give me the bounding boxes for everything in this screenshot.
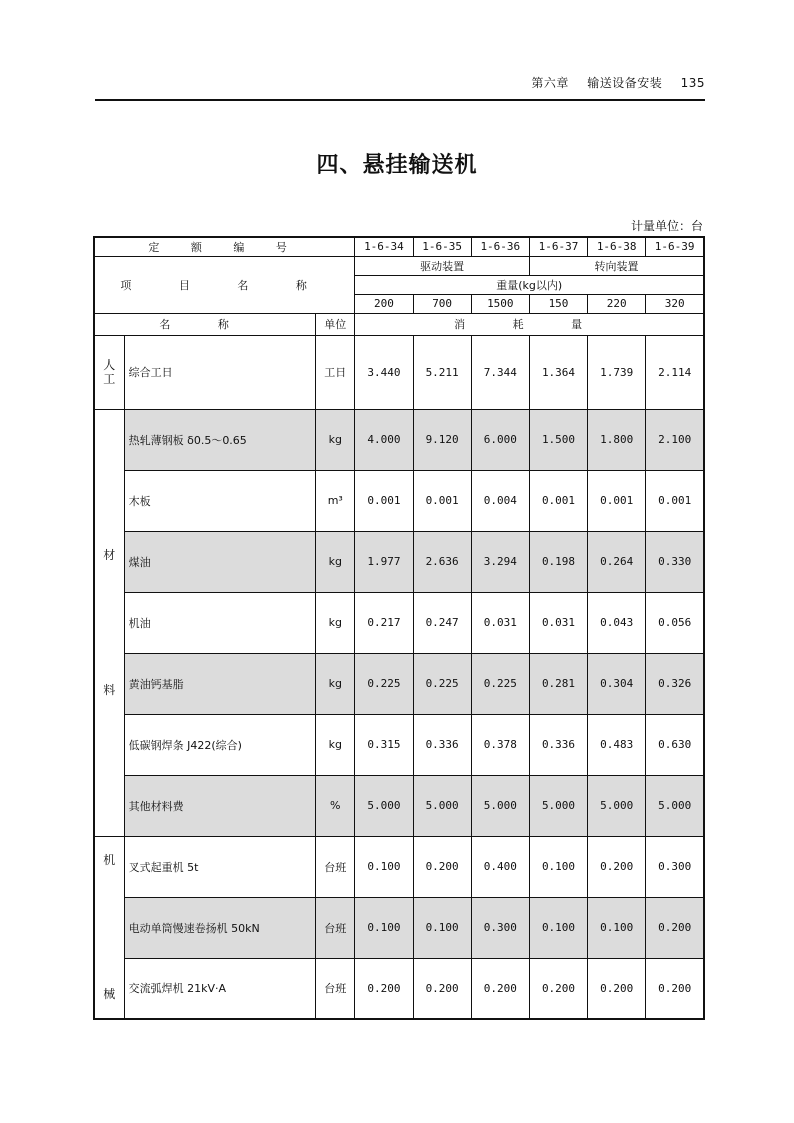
- value-cell: 2.114: [646, 335, 704, 409]
- value-cell: 0.198: [529, 531, 587, 592]
- value-cell: 0.001: [646, 470, 704, 531]
- code-cell: 1-6-37: [529, 237, 587, 256]
- value-cell: 0.225: [413, 653, 471, 714]
- table-row: [94, 714, 704, 775]
- code-row: [94, 237, 704, 256]
- value-cell: 0.225: [355, 653, 413, 714]
- value-cell: 0.315: [355, 714, 413, 775]
- weight-cell: 150: [529, 294, 587, 313]
- value-cell: 0.217: [355, 592, 413, 653]
- value-cell: 0.400: [471, 836, 529, 897]
- table-row: [94, 775, 704, 836]
- group-drive: 驱动装置: [355, 256, 530, 275]
- value-cell: 0.100: [413, 897, 471, 958]
- page-header: [95, 74, 705, 94]
- value-cell: 0.100: [588, 897, 646, 958]
- table-row: [94, 836, 704, 897]
- value-cell: 0.200: [471, 958, 529, 1019]
- value-cell: 1.500: [529, 409, 587, 470]
- value-cell: 0.004: [471, 470, 529, 531]
- code-label: 定 额 编 号: [94, 237, 355, 256]
- value-cell: 0.043: [588, 592, 646, 653]
- value-cell: 0.630: [646, 714, 704, 775]
- value-cell: 0.483: [588, 714, 646, 775]
- table-row: [94, 897, 704, 958]
- value-cell: 0.336: [413, 714, 471, 775]
- value-cell: 0.200: [646, 897, 704, 958]
- page-title: 四、悬挂输送机: [316, 153, 478, 178]
- code-cell: 1-6-36: [471, 237, 529, 256]
- code-cell: 1-6-38: [588, 237, 646, 256]
- header-rule: [95, 99, 705, 101]
- table-row: [94, 409, 704, 470]
- category-cell: [94, 836, 124, 1019]
- value-cell: 1.739: [588, 335, 646, 409]
- code-cell: 1-6-34: [355, 237, 413, 256]
- category-char: 材: [103, 548, 116, 563]
- chapter-label: 第六章: [531, 76, 569, 90]
- value-cell: 0.001: [588, 470, 646, 531]
- category-char: 料: [103, 682, 116, 697]
- value-cell: 0.100: [529, 836, 587, 897]
- value-cell: 5.000: [529, 775, 587, 836]
- value-cell: 7.344: [471, 335, 529, 409]
- weight-cell: 320: [646, 294, 704, 313]
- value-cell: 0.300: [471, 897, 529, 958]
- item-name: 电动单筒慢速卷扬机 50kN: [124, 897, 316, 958]
- table-row: [94, 335, 704, 409]
- value-cell: 0.200: [588, 958, 646, 1019]
- value-cell: 5.000: [471, 775, 529, 836]
- value-cell: 0.001: [413, 470, 471, 531]
- table-row: [94, 531, 704, 592]
- weight-cell: 1500: [471, 294, 529, 313]
- value-cell: 0.031: [529, 592, 587, 653]
- value-cell: 0.330: [646, 531, 704, 592]
- value-cell: 3.294: [471, 531, 529, 592]
- column-header-row: [94, 313, 704, 335]
- table-row: [94, 958, 704, 1019]
- category-cell: [94, 409, 124, 836]
- value-cell: 5.000: [413, 775, 471, 836]
- value-cell: 0.281: [529, 653, 587, 714]
- value-cell: 0.200: [529, 958, 587, 1019]
- value-cell: 6.000: [471, 409, 529, 470]
- item-name: 低碳钢焊条 J422(综合): [124, 714, 316, 775]
- code-cell: 1-6-35: [413, 237, 471, 256]
- value-cell: 0.200: [413, 836, 471, 897]
- value-cell: 4.000: [355, 409, 413, 470]
- value-cell: 1.977: [355, 531, 413, 592]
- section-label: 输送设备安装: [587, 76, 663, 90]
- value-cell: 0.100: [355, 836, 413, 897]
- item-name: 黄油钙基脂: [124, 653, 316, 714]
- quota-table: [93, 236, 705, 1020]
- value-cell: 0.200: [646, 958, 704, 1019]
- value-cell: 0.326: [646, 653, 704, 714]
- value-cell: 5.000: [355, 775, 413, 836]
- value-cell: 0.378: [471, 714, 529, 775]
- value-cell: 0.300: [646, 836, 704, 897]
- category-char: 械: [103, 987, 116, 1002]
- item-unit: 工日: [316, 335, 355, 409]
- value-cell: 0.056: [646, 592, 704, 653]
- value-cell: 5.000: [646, 775, 704, 836]
- weight-cell: 200: [355, 294, 413, 313]
- item-name: 叉式起重机 5t: [124, 836, 316, 897]
- category-char: 机: [103, 852, 116, 867]
- table-row: [94, 653, 704, 714]
- value-cell: 0.225: [471, 653, 529, 714]
- unit-note: 计量单位：台: [630, 219, 703, 233]
- unit-col-header: 单位: [316, 313, 355, 335]
- item-unit: %: [316, 775, 355, 836]
- value-cell: 0.001: [529, 470, 587, 531]
- page-number: 135: [680, 76, 705, 90]
- value-cell: 0.100: [355, 897, 413, 958]
- item-unit: kg: [316, 531, 355, 592]
- item-unit: kg: [316, 653, 355, 714]
- value-cell: 0.264: [588, 531, 646, 592]
- item-name: 煤油: [124, 531, 316, 592]
- item-name: 机油: [124, 592, 316, 653]
- value-cell: 0.200: [355, 958, 413, 1019]
- category-char: 人: [103, 357, 116, 372]
- value-cell: 5.000: [588, 775, 646, 836]
- item-unit: 台班: [316, 897, 355, 958]
- value-cell: 0.200: [588, 836, 646, 897]
- consumption-col-header: 消 耗 量: [355, 313, 704, 335]
- value-cell: 1.800: [588, 409, 646, 470]
- value-cell: 0.247: [413, 592, 471, 653]
- item-unit: m³: [316, 470, 355, 531]
- item-name: 综合工日: [124, 335, 316, 409]
- table-row: [94, 470, 704, 531]
- item-unit: 台班: [316, 958, 355, 1019]
- item-label: 项 目 名 称: [94, 256, 355, 313]
- weight-cell: 700: [413, 294, 471, 313]
- value-cell: 3.440: [355, 335, 413, 409]
- item-name: 木板: [124, 470, 316, 531]
- value-cell: 0.336: [529, 714, 587, 775]
- value-cell: 2.100: [646, 409, 704, 470]
- name-col-header: 名 称: [94, 313, 316, 335]
- table-row: [94, 592, 704, 653]
- group-row: [94, 256, 704, 275]
- category-char: 工: [103, 372, 116, 386]
- weight-label: 重量(kg以内): [355, 275, 704, 294]
- value-cell: 2.636: [413, 531, 471, 592]
- item-name: 交流弧焊机 21kV·A: [124, 958, 316, 1019]
- weight-cell: 220: [588, 294, 646, 313]
- value-cell: 0.100: [529, 897, 587, 958]
- value-cell: 5.211: [413, 335, 471, 409]
- item-unit: kg: [316, 592, 355, 653]
- value-cell: 0.001: [355, 470, 413, 531]
- code-cell: 1-6-39: [646, 237, 704, 256]
- value-cell: 0.304: [588, 653, 646, 714]
- item-name: 其他材料费: [124, 775, 316, 836]
- category-cell: [94, 335, 124, 409]
- value-cell: 9.120: [413, 409, 471, 470]
- value-cell: 0.031: [471, 592, 529, 653]
- item-unit: kg: [316, 714, 355, 775]
- item-unit: kg: [316, 409, 355, 470]
- value-cell: 0.200: [413, 958, 471, 1019]
- value-cell: 1.364: [529, 335, 587, 409]
- item-unit: 台班: [316, 836, 355, 897]
- item-name: 热轧薄钢板 δ0.5～0.65: [124, 409, 316, 470]
- group-turn: 转向装置: [529, 256, 704, 275]
